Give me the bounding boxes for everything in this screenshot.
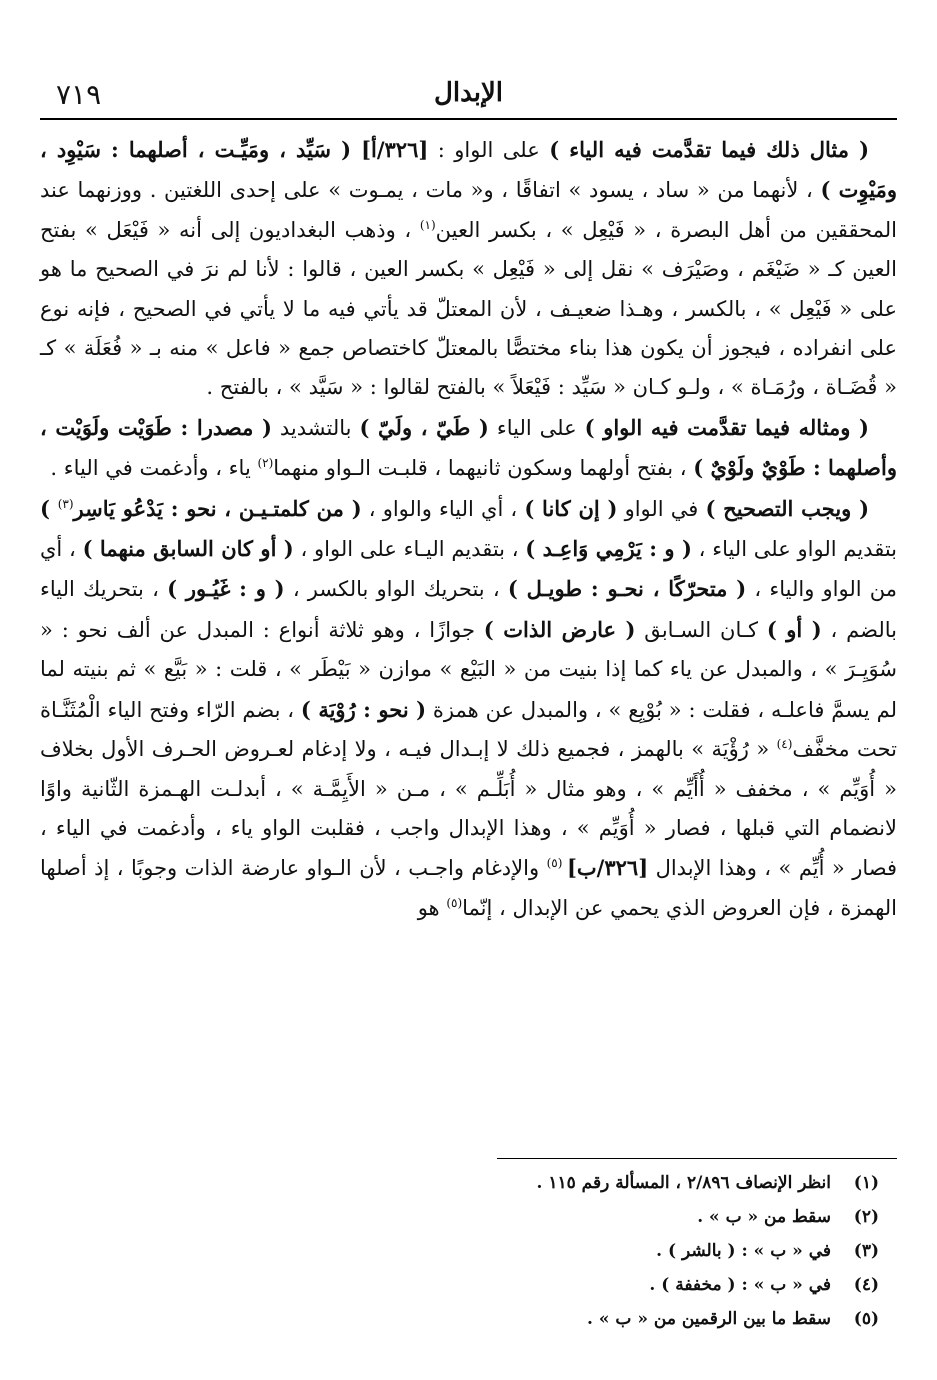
text-run: هو <box>417 895 447 920</box>
footnote-text: سقط ما بين الرقمين من « ب » . <box>587 1309 831 1329</box>
footnote-text: في « ب » : ( بالشر ) . <box>656 1241 831 1261</box>
bold-text: ( ومثاله فيما تقدَّمت فيه الواو ) <box>584 414 869 440</box>
bold-text: ( عارض الذات ) <box>483 616 636 642</box>
bold-text: ( أو ) <box>766 616 822 642</box>
text-run: ، بضم الرّاء وفتح الياء الْمُثَنَّـاة تحت مخفَّف <box>40 697 897 762</box>
bold-text: ( مصدرا : طَوَيْت ولَوَيْت ، وأصلهما : طَوْيٌ ولَوْيٌ ) <box>40 414 897 481</box>
text-run: بتقديم الواو على الياء ، <box>691 537 898 562</box>
footnote <box>40 1302 897 1336</box>
text-run: ياء ، وأدغمت في الياء . <box>50 456 258 481</box>
footnote-number: (١) <box>853 1173 879 1193</box>
bold-text: ( من كلمتـيـن ، نحو : يَدْعُو يَاسِر <box>73 495 362 521</box>
main-text <box>40 130 897 928</box>
text-run: والإدغام واجـب ، لأن الـواو عارضة الذات وجوبًا ، إذ أصلها الهمزة ، فإن العروض الذي يحمي عن الإبدال ، إنّما <box>40 856 897 920</box>
text-run: « رُؤْيَة » بالهمز ، فجميع ذلك لا إبـدال فيـه ، ولا إدغام لعـروض الحـرف الأول بخلاف « أُوَيِّم » ، مخفف « أُأَيِّم » ، وهو مثال « أُبَلِّـم » ، مـن « الأَيِمَّـة » ، أبدلـت الهـمزة الثّانية واوًا لانضمام التي قبلها ، فصار « أُوَيِّم » ، وهذا الإبدال واجب ، فقلبت الواو ياء ، وأدغمت في الياء ، فصار « أُيِّم » ، وهذا الإبدال <box>40 737 897 881</box>
text-run: على الواو : <box>428 138 550 162</box>
bold-text: ( متحرّكًا ، نحـو : طويـل ) <box>507 576 747 602</box>
text-run: في الواو <box>617 496 706 521</box>
text-run: ، وذهب البغداديون إلى أنه « فَيْعَل » بفتح العين كـ « ضَيْغَم ، وصَيْرَف » نقل إلى « فَيْعِل » بكسر العين ، قالوا : لأنا لم نرَ في الصحيح ما هو على « فَيْعِل » ، بالكسر ، وهـذا ضعيـف ، لأن المعتلّ قد يأتي فيه ما لا يأتي في الصحيح ، فإنه نوع على انفراده ، فيجوز أن يكون هذا بناء مختصًّا بالمعتلّ كاختصاص جمع « فاعل » منه بـ « فُعَلَة » كـ « قُضَـاة ، ورُمَـاة » ، ولـو كـان « سَيِّد : فَيْعَلاً » بالفتح لقالوا : « سَيَّد » ، بالفتح . <box>40 217 897 400</box>
footnote-text: في « ب » : ( مخففة ) . <box>649 1275 831 1295</box>
text-run: ، بفتح أولهما وسكون ثانيهما ، قلبـت الـواو منهما <box>273 456 694 481</box>
footnote-number: (٣) <box>853 1241 879 1261</box>
chapter-title: الإبدال <box>433 78 504 108</box>
footnote <box>40 1234 897 1268</box>
bold-text: ) <box>40 495 58 521</box>
footnote <box>40 1166 897 1200</box>
text-run: كـان السـابق <box>635 617 767 642</box>
bold-text: ( طَيّ ، ولَيّ ) <box>359 414 489 440</box>
page-header <box>40 78 897 114</box>
bold-text: ( إن كانا ) <box>524 495 618 521</box>
text-run: على الياء <box>488 415 585 440</box>
bold-text: [٣٢٦/ب] <box>566 855 649 881</box>
bold-text: [٣٢٦/أ] ( سَيِّد ، ومَيِّـت ، أصلهما : سَيْوِد ، ومَيْوِت ) <box>40 137 898 203</box>
paragraph <box>40 408 897 489</box>
footnote-ref: (٥) <box>546 856 567 871</box>
page-number: ٧١٩ <box>56 78 102 111</box>
footnote <box>40 1268 897 1302</box>
footnote-text: انظر الإنصاف ٢/٨٩٦ ، المسألة رقم ١١٥ . <box>536 1173 831 1193</box>
bold-text: ( و : غَيُـور ) <box>167 576 285 602</box>
text-run: ، بتحريك الياء بالضم ، <box>40 577 897 642</box>
footnote-ref: (٢) <box>257 456 274 471</box>
footnote-text: سقط من « ب » . <box>697 1207 831 1227</box>
footnotes <box>40 1166 897 1336</box>
bold-text: ( أو كان السابق منهما ) <box>82 536 294 562</box>
text-run: جوازًا ، وهو ثلاثة أنواع : المبدل عن ألف نحو : « سُوَيِـرَ » ، والمبدل عن ياء كما إذا بنيت من « البَيْع » موازن « بَيْطَر » ، قلت : « بَيَّع » ثم بنيته لما لم يسمَّ فاعلـه ، فقلت : « بُوْيِع » ، والمبدل عن همزة <box>40 617 897 722</box>
footnote-number: (٢) <box>853 1207 879 1227</box>
bold-text: ( مثال ذلك فيما تقدَّمت فيه الياء ) <box>549 137 869 162</box>
text-run: ، أي الياء والواو ، <box>361 496 525 521</box>
footnote-rule <box>497 1158 897 1159</box>
bold-text: ( و : يَرْمِي وَاعِـد ) <box>525 536 692 562</box>
footnote-ref: (٥) <box>446 895 463 910</box>
footnote-ref: (٤) <box>776 737 793 752</box>
bold-text: ( ويجب التصحيح ) <box>705 495 870 521</box>
text-run: ، بتحريك الواو بالكسر ، <box>284 577 508 602</box>
text-run: ، لأنهما من « ساد ، يسود » اتفاقًا ، و« مات ، يمـوت » على إحدى اللغتين . ووزنهما عند المحققين من أهل البصرة ، « فَيْعِل » ، بكسر العين <box>40 178 897 242</box>
paragraph <box>40 130 897 408</box>
bold-text: ( نحو : رُوْيَة ) <box>300 696 427 722</box>
footnote-number: (٤) <box>853 1275 879 1295</box>
footnote-number: (٥) <box>853 1309 879 1329</box>
text-run: بالتشديد <box>271 415 360 440</box>
header-rule <box>40 118 897 120</box>
text-run: ، أي من الواو والياء ، <box>40 537 898 602</box>
footnote-ref: (٣) <box>57 496 74 511</box>
footnote <box>40 1200 897 1234</box>
paragraph <box>40 489 897 928</box>
footnote-ref: (١) <box>419 217 436 232</box>
text-run: ، بتقديم اليـاء على الواو ، <box>293 537 526 562</box>
